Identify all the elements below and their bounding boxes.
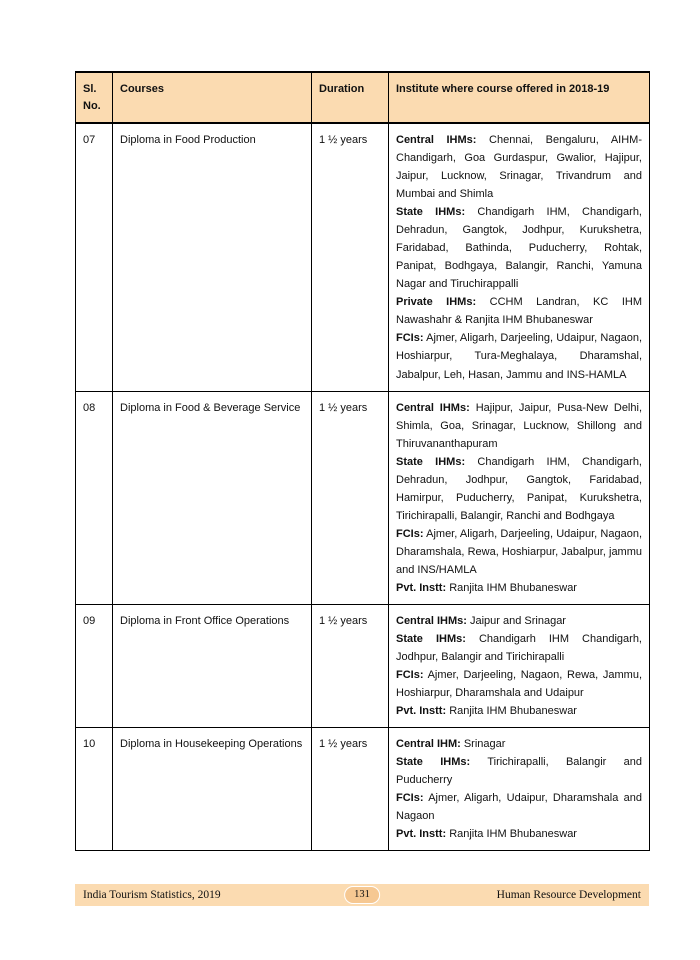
institute-list: Chandigarh IHM, Chandigarh, Dehradun, Gangtok, Jodhpur, Kurukshetra, Faridabad, Bathinda, Puducherry, Rohtak, Panipat, Bodhgaya, Balangir, Ranchi, Yamuna Nagar and Tiruchirappalli	[396, 206, 642, 291]
courses-table	[75, 71, 650, 851]
institute-group	[396, 131, 642, 203]
institute-list: Chandigarh IHM, Chandigarh, Dehradun, Jodhpur, Gangtok, Faridabad, Hamirpur, Puducherry, Panipat, Kurukshetra, Tirichirapalli, Balangir, Ranchi and Bodhgaya	[396, 455, 642, 522]
institute-type-label: Central IHMs:	[396, 614, 467, 627]
duration-cell: 1 ½ years	[312, 123, 389, 391]
footer-right-text: Human Resource Development	[496, 889, 641, 901]
institute-list: Srinagar	[463, 738, 506, 751]
institute-list: Jaipur and Srinagar	[469, 614, 566, 627]
institute-list: Tirichirapalli, Balangir and Puducherry	[396, 756, 643, 787]
institute-group	[396, 579, 642, 597]
course-cell: Diploma in Housekeeping Operations	[113, 728, 312, 851]
institute-type-label: Pvt. Instt:	[396, 828, 447, 841]
institute-type-label: State IHMs:	[396, 632, 466, 645]
institute-group	[396, 453, 642, 525]
institute-group	[396, 666, 642, 702]
institute-type-label: State IHMs:	[396, 756, 471, 769]
institute-list: CCHM Landran, KC IHM Nawashahr & Ranjita IHM Bhubaneswar	[396, 296, 642, 327]
table-row	[76, 604, 650, 727]
course-cell: Diploma in Food & Beverage Service	[113, 391, 312, 604]
sl-no-cell: 08	[76, 391, 113, 604]
institute-group	[396, 753, 642, 789]
institute-type-label: Central IHMs:	[396, 401, 470, 414]
institute-type-label: FCIs:	[396, 792, 424, 805]
institute-cell	[389, 123, 650, 391]
courses-table-container	[75, 71, 649, 851]
institute-list: Ajmer, Aligarh, Darjeeling, Udaipur, Nagaon, Hoshiarpur, Tura-Meghalaya, Dharamshal, Jabalpur, Leh, Hasan, Jammu and INS-HAMLA	[396, 332, 643, 381]
course-cell: Diploma in Front Office Operations	[113, 604, 312, 727]
column-header-sl-no: Sl. No.	[76, 72, 113, 123]
institute-cell	[389, 604, 650, 727]
table-row	[76, 123, 650, 391]
institute-type-label: FCIs:	[396, 527, 424, 540]
institute-list: Ajmer, Darjeeling, Nagaon, Rewa, Jammu, Hoshiarpur, Dharamshala and Udaipur	[396, 668, 642, 699]
institute-list: Ajmer, Aligarh, Udaipur, Dharamshala and Nagaon	[396, 792, 642, 823]
institute-group	[396, 525, 642, 579]
institute-type-label: Pvt. Instt:	[396, 705, 447, 718]
institute-list: Ranjita IHM Bhubaneswar	[449, 828, 577, 841]
footer-bar	[75, 884, 649, 906]
institute-list: Ranjita IHM Bhubaneswar	[449, 705, 577, 718]
column-header-duration: Duration	[312, 72, 389, 123]
column-header-courses: Courses	[113, 72, 312, 123]
institute-type-label: FCIs:	[396, 668, 424, 681]
sl-no-cell: 10	[76, 728, 113, 851]
institute-group	[396, 825, 642, 843]
institute-type-label: State IHMs:	[396, 206, 466, 219]
institute-group	[396, 329, 642, 383]
institute-list: Chandigarh IHM Chandigarh, Jodhpur, Balangir and Tirichirapalli	[396, 632, 642, 663]
institute-group	[396, 203, 642, 293]
duration-cell: 1 ½ years	[312, 604, 389, 727]
table-row	[76, 728, 650, 851]
duration-cell: 1 ½ years	[312, 728, 389, 851]
institute-group	[396, 293, 642, 329]
institute-list: Hajipur, Jaipur, Pusa-New Delhi, Shimla, Goa, Srinagar, Lucknow, Shillong and Thiruvananthapuram	[396, 401, 642, 450]
sl-no-cell: 09	[76, 604, 113, 727]
table-row	[76, 391, 650, 604]
footer-left-text: India Tourism Statistics, 2019	[83, 889, 221, 901]
institute-type-label: Central IHMs:	[396, 134, 477, 147]
institute-group	[396, 789, 642, 825]
institute-group	[396, 702, 642, 720]
course-cell: Diploma in Food Production	[113, 123, 312, 391]
duration-cell: 1 ½ years	[312, 391, 389, 604]
institute-list: Ranjita IHM Bhubaneswar	[449, 581, 577, 594]
sl-no-cell: 07	[76, 123, 113, 391]
institute-cell	[389, 391, 650, 604]
institute-list: Chennai, Bengaluru, AIHM-Chandigarh, Goa Gurdaspur, Gwalior, Hajipur, Jaipur, Lucknow, Srinagar, Trivandrum and Mumbai and Shimla	[396, 134, 642, 201]
page-number-badge: 131	[344, 886, 380, 904]
institute-group	[396, 399, 642, 453]
institute-list: Ajmer, Aligarh, Darjeeling, Udaipur, Nagaon, Dharamshala, Rewa, Hoshiarpur, Jabalpur, jammu and INS/HAMLA	[396, 527, 643, 576]
institute-group	[396, 735, 642, 753]
institute-group	[396, 612, 642, 630]
column-header-institute: Institute where course offered in 2018-19	[389, 72, 650, 123]
institute-type-label: FCIs:	[396, 332, 424, 345]
institute-type-label: Private IHMs:	[396, 296, 477, 309]
institute-group	[396, 630, 642, 666]
institute-type-label: Pvt. Instt:	[396, 581, 447, 594]
institute-cell	[389, 728, 650, 851]
table-header-row	[76, 72, 650, 123]
institute-type-label: Central IHM:	[396, 738, 461, 751]
institute-type-label: State IHMs:	[396, 455, 466, 468]
